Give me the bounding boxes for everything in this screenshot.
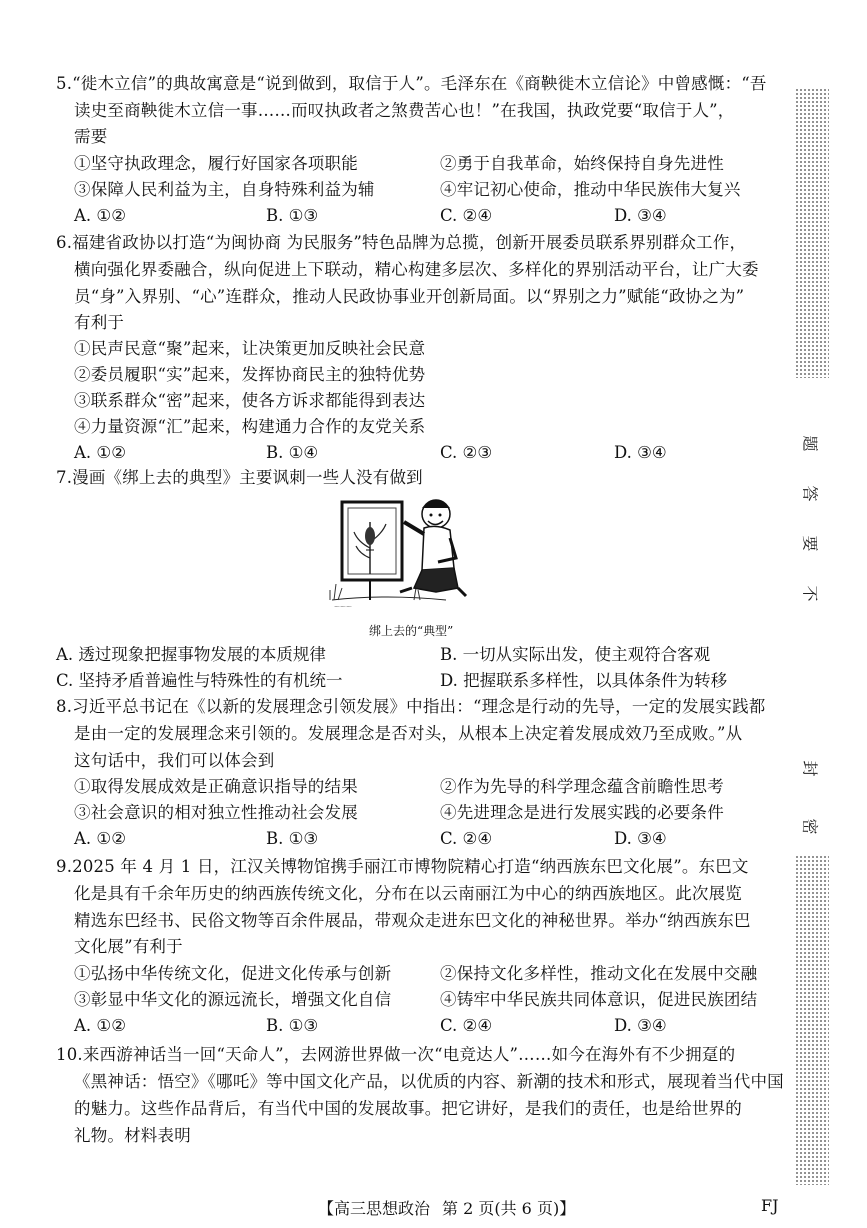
q8-option-c: C. ②④ (440, 829, 493, 848)
margin-char-5: 封 (800, 760, 820, 777)
q9-item-1: ①弘扬中华传统文化，促进文化传承与创新 (74, 964, 392, 983)
margin-char-4: 不 (800, 585, 820, 602)
q6-item-3: ③联系群众“密”起来，使各方诉求都能得到表达 (74, 391, 426, 410)
q8-option-b: B. ①③ (266, 829, 319, 848)
q6-stem-line-4: 有利于 (74, 313, 125, 332)
margin-dot-strip-upper (795, 88, 829, 378)
q7-option-b: B. 一切从实际出发，使主观符合客观 (440, 645, 711, 664)
q6-stem-line-1: 6.福建省政协以打造“为闽协商 为民服务”特色品牌为总揽，创新开展委员联系界别群众工作， (56, 233, 747, 252)
q8-item-4: ④先进理念是进行发展实践的必要条件 (440, 803, 724, 822)
q8-stem-line-3: 这句话中，我们可以体会到 (74, 751, 275, 770)
q5-stem-line-1: 5.“徙木立信”的典故寓意是“说到做到，取信于人”。毛泽东在《商鞅徙木立信论》中曾感慨：“吾 (56, 74, 767, 93)
q5-option-d: D. ③④ (614, 206, 667, 225)
cartoon-image (326, 488, 474, 610)
margin-char-2: 答 (800, 485, 820, 502)
q5-item-3: ③保障人民利益为主，自身特殊利益为辅 (74, 180, 375, 199)
q10-stem-line-2: 《黑神话：悟空》《哪吒》等中国文化产品，以优质的内容、新潮的技术和形式，展现着当代中国 (74, 1072, 784, 1091)
q8-stem-line-1: 8.习近平总书记在《以新的发展理念引领发展》中指出：“理念是行动的先导，一定的发展实践都 (56, 697, 766, 716)
q10-stem-line-1: 10.来西游神话当一回“天命人”，去网游世界做一次“电竞达人”……如今在海外有不少拥趸的 (56, 1045, 736, 1064)
q7-option-d: D. 把握联系多样性，以具体条件为转移 (440, 671, 728, 690)
q9-item-2: ②保持文化多样性，推动文化在发展中交融 (440, 964, 758, 983)
q6-stem-line-2: 横向强化界委融合，纵向促进上下联动，精心构建多层次、多样化的界别活动平台，让广大委 (74, 260, 759, 279)
margin-char-3: 要 (800, 535, 820, 552)
svg-text:～～～: ～～～ (334, 604, 353, 610)
q5-stem-line-2: 读史至商鞅徙木立信一事……而叹执政者之煞费苦心也！”在我国，执政党要“取信于人”， (74, 101, 735, 120)
q8-option-d: D. ③④ (614, 829, 667, 848)
q9-item-4: ④铸牢中华民族共同体意识，促进民族团结 (440, 990, 758, 1009)
q5-item-2: ②勇于自我革命，始终保持自身先进性 (440, 154, 724, 173)
q8-stem-line-2: 是由一定的发展理念来引领的。发展理念是否对头，从根本上决定着发展成效乃至成败。”从 (74, 724, 743, 743)
q5-option-a: A. ①② (74, 206, 126, 225)
q10-stem-line-3: 的魅力。这些作品背后，有当代中国的发展故事。把它讲好，是我们的责任，也是给世界的 (74, 1099, 742, 1118)
cartoon-caption: 绑上去的“典型” (369, 624, 454, 638)
q6-item-4: ④力量资源“汇”起来，构建通力合作的友党关系 (74, 417, 426, 436)
q9-item-3: ③彰显中华文化的源远流长，增强文化自信 (74, 990, 392, 1009)
q9-stem-line-4: 文化展”有利于 (74, 937, 183, 956)
q7-option-a: A. 透过现象把握事物发展的本质规律 (56, 645, 326, 664)
q9-option-a: A. ①② (74, 1016, 126, 1035)
q8-item-2: ②作为先导的科学理念蕴含前瞻性思考 (440, 777, 724, 796)
q8-item-3: ③社会意识的相对独立性推动社会发展 (74, 803, 358, 822)
q5-item-1: ①坚守执政理念，履行好国家各项职能 (74, 154, 358, 173)
q6-option-a: A. ①② (74, 443, 126, 462)
q5-stem-line-3: 需要 (74, 127, 108, 146)
footer-page-number: 第 2 页(共 6 页)】 (442, 1199, 576, 1218)
margin-char-1: 题 (800, 435, 820, 452)
q7-option-c: C. 坚持矛盾普遍性与特殊性的有机统一 (56, 671, 343, 690)
q6-option-d: D. ③④ (614, 443, 667, 462)
q5-item-4: ④牢记初心使命，推动中华民族伟大复兴 (440, 180, 741, 199)
footer-subject: 【高三思想政治 (318, 1199, 431, 1218)
q6-option-c: C. ②③ (440, 443, 493, 462)
q6-item-1: ①民声民意“聚”起来，让决策更加反映社会民意 (74, 339, 426, 358)
q8-option-a: A. ①② (74, 829, 126, 848)
q9-option-c: C. ②④ (440, 1016, 493, 1035)
q5-option-c: C. ②④ (440, 206, 493, 225)
q8-item-1: ①取得发展成效是正确意识指导的结果 (74, 777, 358, 796)
q9-option-d: D. ③④ (614, 1016, 667, 1035)
margin-char-6: 密 (800, 818, 820, 835)
q9-option-b: B. ①③ (266, 1016, 319, 1035)
footer-code: FJ (761, 1196, 779, 1215)
q9-stem-line-1: 9.2025 年 4 月 1 日，江汉关博物馆携手丽江市博物院精心打造“纳西族东巴文化展”。东巴文 (56, 857, 749, 876)
q6-item-2: ②委员履职“实”起来，发挥协商民主的独特优势 (74, 365, 426, 384)
q10-stem-line-4: 礼物。材料表明 (74, 1126, 191, 1145)
margin-dot-strip-lower (795, 855, 829, 1185)
q6-option-b: B. ①④ (266, 443, 319, 462)
q9-stem-line-2: 化是具有千余年历史的纳西族传统文化，分布在以云南丽江为中心的纳西族地区。此次展览 (74, 884, 742, 903)
q5-option-b: B. ①③ (266, 206, 319, 225)
q7-stem-line-1: 7.漫画《绑上去的典型》主要讽刺一些人没有做到 (56, 468, 423, 487)
q9-stem-line-3: 精选东巴经书、民俗文物等百余件展品，带观众走进东巴文化的神秘世界。举办“纳西族东巴 (74, 911, 751, 930)
q6-stem-line-3: 员“身”入界别、“心”连群众，推动人民政协事业开创新局面。以“界别之力”赋能“政协之为” (74, 287, 745, 306)
